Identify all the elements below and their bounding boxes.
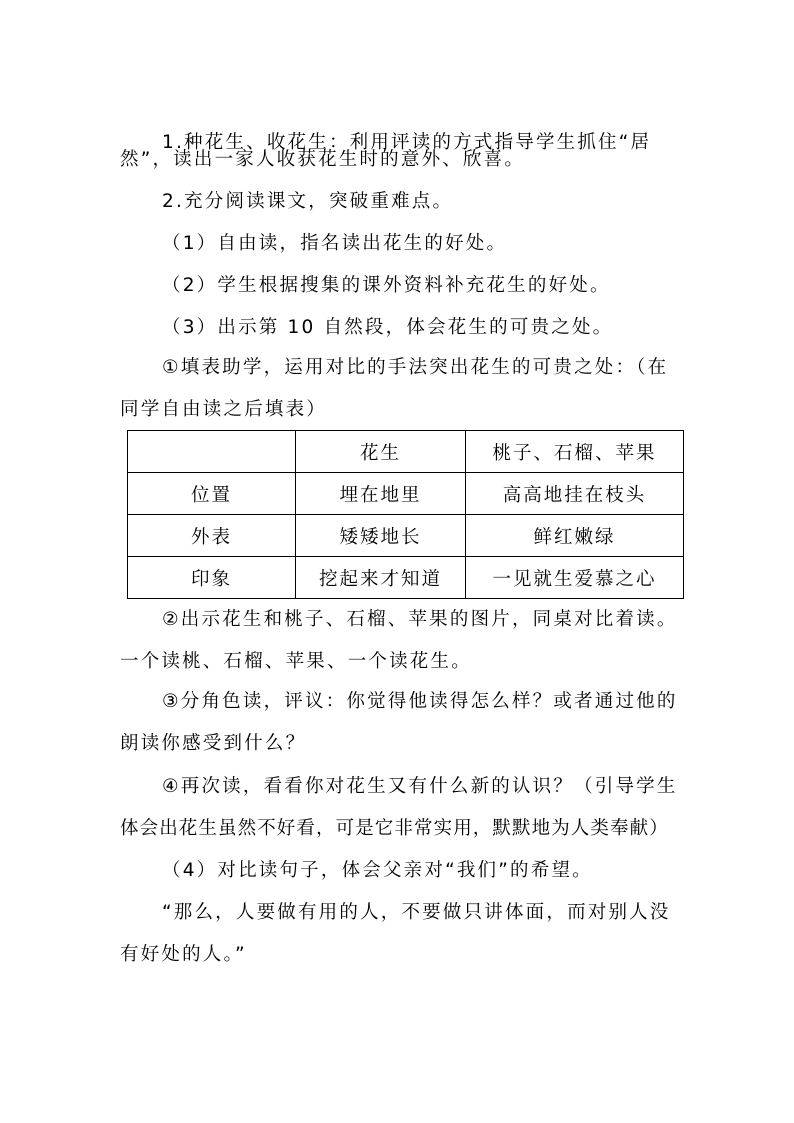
table-cell: 埋在地里 <box>296 473 466 515</box>
table-cell: 鲜红嫩绿 <box>466 515 684 557</box>
paragraph-line: ③分角色读，评议：你觉得他读得怎么样？或者通过他的 <box>162 691 678 712</box>
comparison-table <box>127 430 684 599</box>
paragraph-line: （3）出示第 10 自然段，体会花生的可贵之处。 <box>162 317 614 338</box>
paragraph-line: （1）自由读，指名读出花生的好处。 <box>162 233 508 254</box>
paragraph-line: 1.种花生、收花生：利用评读的方式指导学生抓住“居 <box>162 132 652 153</box>
table-cell: 挖起来才知道 <box>296 557 466 599</box>
paragraph-line: ④再次读，看看你对花生又有什么新的认识？（引导学生 <box>162 776 678 797</box>
paragraph-line: 有好处的人。” <box>120 944 247 965</box>
paragraph-line: 一个读桃、石榴、苹果、一个读花生。 <box>120 651 472 672</box>
table-header-cell: 花生 <box>296 431 466 473</box>
paragraph-line: 然”，读出一家人收获花生时的意外、欣喜。 <box>120 149 526 170</box>
paragraph-line: ①填表助学，运用对比的手法突出花生的可贵之处：（在 <box>162 357 669 378</box>
table-header-cell: 桃子、石榴、苹果 <box>466 431 684 473</box>
table-header-row <box>128 431 684 473</box>
table-row <box>128 473 684 515</box>
table-cell: 高高地挂在枝头 <box>466 473 684 515</box>
table-cell: 位置 <box>128 473 296 515</box>
table-cell: 印象 <box>128 557 296 599</box>
paragraph-line: 2.充分阅读课文，突破重难点。 <box>162 191 454 212</box>
paragraph-line: （2）学生根据搜集的课外资料补充花生的好处。 <box>162 275 611 296</box>
table-cell: 一见就生爱慕之心 <box>466 557 684 599</box>
table-cell: 外表 <box>128 515 296 557</box>
table-row <box>128 515 684 557</box>
paragraph-line: 体会出花生虽然不好看，可是它非常实用，默默地为人类奉献） <box>120 818 669 839</box>
paragraph-line: ②出示花生和桃子、石榴、苹果的图片，同桌对比着读。 <box>162 609 678 630</box>
paragraph-line: 同学自由读之后填表） <box>120 399 328 420</box>
paragraph-line: 朗读你感受到什么？ <box>120 733 307 754</box>
table-header-cell <box>128 431 296 473</box>
table-row <box>128 557 684 599</box>
table-cell: 矮矮地长 <box>296 515 466 557</box>
paragraph-line: “那么，人要做有用的人，不要做只讲体面，而对别人没 <box>162 902 671 923</box>
paragraph-line: （4）对比读句子，体会父亲对“我们”的希望。 <box>162 860 593 881</box>
